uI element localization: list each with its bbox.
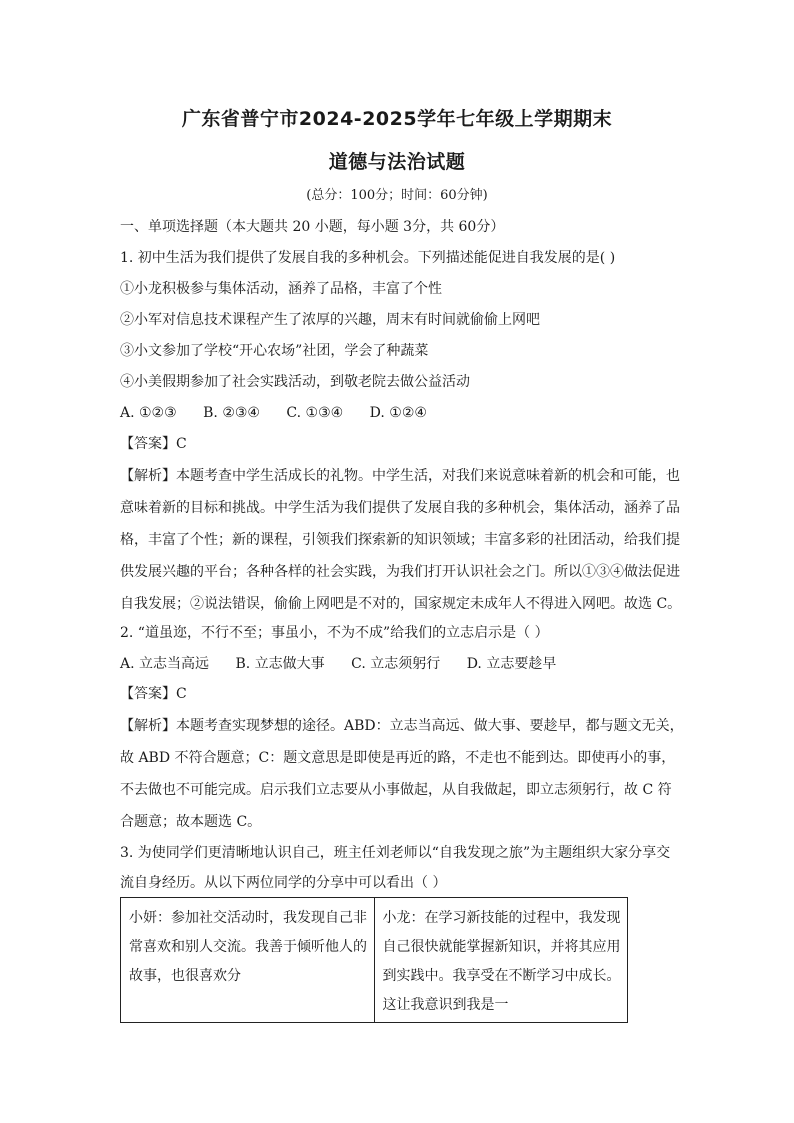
q1-option-d: D. ①②④ <box>369 405 427 421</box>
section-heading: 一、单项选择题（本大题共 20 小题，每小题 3分，共 60分） <box>120 219 505 235</box>
q2-options <box>120 654 680 674</box>
q2-option-c: C. 立志须躬行 <box>351 656 441 672</box>
q3-cell-xiaolong: 小龙：在学习新技能的过程中，我发现自己很快就能掌握新知识，并将其应用到实践中。我享受在不断学习中成长。这让我意识到我是一 <box>374 898 628 1023</box>
q1-item-1: ①小龙积极参与集体活动，涵养了品格，丰富了个性 <box>120 281 442 297</box>
q3-cell-xiaoyan: 小妍：参加社交活动时，我发现自己非常喜欢和别人交流。我善于倾听他人的故事，也很喜欢分 <box>121 898 375 1023</box>
exam-subtitle: 道德与法治试题 <box>328 151 466 173</box>
q1-item-2: ②小军对信息技术课程产生了浓厚的兴趣，周末有时间就偷偷上网吧 <box>120 312 540 328</box>
exam-title: 广东省普宁市2024-2025学年七年级上学期期末 <box>181 108 613 130</box>
q2-option-b: B. 立志做大事 <box>235 656 325 672</box>
q1-option-a: A. ①②③ <box>120 405 177 421</box>
q1-item-4: ④小美假期参加了社会实践活动，到敬老院去做公益活动 <box>120 374 470 390</box>
q1-options <box>120 403 680 423</box>
q3-stem-line-1: 3. 为使同学们更清晰地认识自己，班主任刘老师以“自我发现之旅”为主题组织大家分享交 <box>120 845 671 861</box>
q1-analysis-line-5: 自我发展；②说法错误，偷偷上网吧是不对的，国家规定未成年人不得进入网吧。故选 C。 <box>120 596 682 612</box>
q1-option-c: C. ①③④ <box>286 405 344 421</box>
q2-answer: 【答案】C <box>120 686 187 702</box>
q1-option-b: B. ②③④ <box>203 405 260 421</box>
q3-share-table <box>120 897 628 1023</box>
q2-option-d: D. 立志要趁早 <box>466 656 557 672</box>
q1-item-3: ③小文参加了学校“开心农场”社团，学会了种蔬菜 <box>120 343 429 359</box>
q1-analysis-line-4: 供发展兴趣的平台；各种各样的社会实践，为我们打开认识社会之门。所以①③④做法促进 <box>120 564 680 580</box>
q2-analysis-line-3: 不去做也不可能完成。启示我们立志要从小事做起，从自我做起，即立志须躬行，故 C 符 <box>120 782 672 798</box>
exam-meta: (总分：100分；时间：60分钟) <box>306 188 488 203</box>
q2-analysis-line-4: 合题意；故本题选 C。 <box>120 814 262 830</box>
q2-stem: 2. “道虽迩，不行不至；事虽小，不为不成”给我们的立志启示是（ ） <box>120 625 549 641</box>
q3-stem-line-2: 流自身经历。从以下两位同学的分享中可以看出（ ） <box>120 875 447 891</box>
q2-analysis-line-2: 故 ABD 不符合题意；C：题文意思是即使是再近的路，不走也不能到达。即使再小的事， <box>120 750 676 766</box>
q2-option-a: A. 立志当高远 <box>120 656 210 672</box>
q1-analysis-line-3: 格，丰富了个性；新的课程，引领我们探索新的知识领域；丰富多彩的社团活动，给我们提 <box>120 532 680 548</box>
q1-stem: 1. 初中生活为我们提供了发展自我的多种机会。下列描述能促进自我发展的是( ) <box>120 250 616 266</box>
q1-analysis-line-1: 【解析】本题考查中学生活成长的礼物。中学生活，对我们来说意味着新的机会和可能，也 <box>120 468 680 484</box>
q2-analysis-line-1: 【解析】本题考查实现梦想的途径。ABD：立志当高远、做大事、要趁早，都与题文无关， <box>120 718 684 734</box>
q1-analysis-line-2: 意味着新的目标和挑战。中学生活为我们提供了发展自我的多种机会，集体活动，涵养了品 <box>120 500 680 516</box>
q1-answer: 【答案】C <box>120 436 187 452</box>
